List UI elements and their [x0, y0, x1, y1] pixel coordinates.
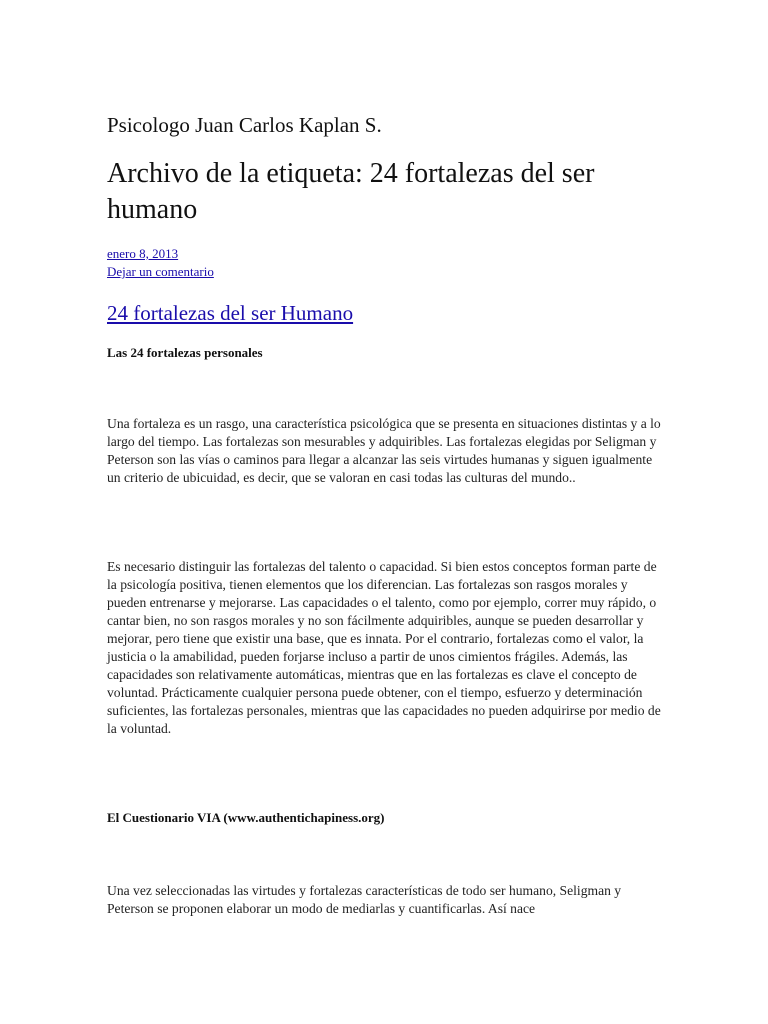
post-date-link[interactable]: enero 8, 2013: [107, 246, 179, 261]
site-title: Psicologo Juan Carlos Kaplan S.: [107, 113, 382, 137]
section-heading-via: El Cuestionario VIA (www.authentichapiness.org): [107, 810, 385, 825]
post-meta: [107, 245, 214, 281]
paragraph-via: Una vez seleccionadas las virtudes y fortalezas características de todo ser humano, Seligman y Peterson se proponen elaborar un modo de mediarlas y cuantificarlas. Así nace: [107, 883, 622, 916]
paragraph-definition: Una fortaleza es un rasgo, una característica psicológica que se presenta en situaciones distintas y a lo largo del tiempo. Las fortalezas son mesurables y adquiribles. Las fortalezas elegidas por Seligman y Peterson son las vías o caminos para llegar a alcanzar las seis virtudes humanas y siguen igualmente un criterio de ubicuidad, es decir, que se valoran en casi todas las culturas del mundo..: [107, 416, 661, 485]
paragraph-talent: Es necesario distinguir las fortalezas del talento o capacidad. Si bien estos conceptos forman parte de la psicología positiva, tienen elementos que los diferencian. Las fortalezas son rasgos morales y pueden entrenarse y mejorarse. Las capacidades o el talento, como por ejemplo, correr muy rápido, o cantar bien, no son rasgos morales y no son fácilmente adquiribles, aunque se pueden desarrollar y mejorar, pero tiene que existir una base, que es innata. Por el contrario, fortalezas como el valor, la justicia o la amabilidad, pueden forjarse incluso a partir de unos cimientos frágiles. Además, las capacidades son relativamente automáticas, mientras que en las fortalezas es clave el concepto de voluntad. Prácticamente cualquier persona puede obtener, con el tiempo, esfuerzo y determinación suficientes, las fortalezas personales, mientras que las capacidades no pueden adquirirse por medio de la voluntad.: [107, 559, 661, 736]
post-title-link[interactable]: 24 fortalezas del ser Humano: [107, 301, 354, 325]
archive-title: Archivo de la etiqueta: 24 fortalezas del ser humano: [107, 158, 595, 225]
leave-comment-link[interactable]: Dejar un comentario: [107, 264, 214, 279]
post-title: [107, 300, 353, 326]
section-heading-fortalezas: Las 24 fortalezas personales: [107, 345, 263, 360]
